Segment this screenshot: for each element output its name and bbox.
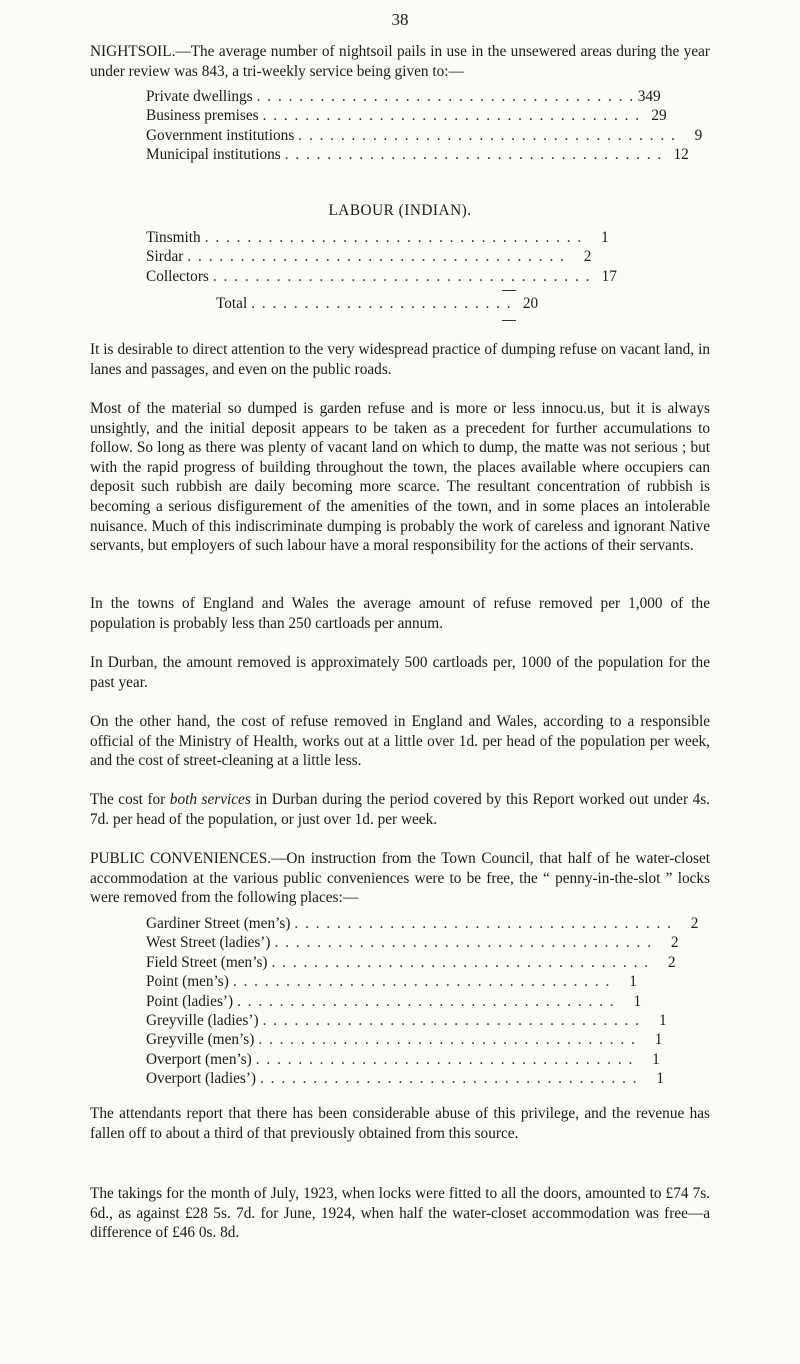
leader-dots: . . . . . . . . . . . . . . . . . . . . . . . . . . . . . . . . . . . .	[237, 992, 616, 1010]
leader-dots: . . . . . . . . . . . . . . . . . . . . . . . . . . . . . . . . . . . .	[258, 1031, 637, 1049]
row-value: 1	[654, 1031, 663, 1049]
abuse-paragraph: The attendants report that there has been considerable abuse of this privilege, and the revenue has fallen off to about a third of that previously obtained from this source.	[90, 1105, 710, 1142]
row-value: 2	[583, 248, 592, 266]
row-label: Sirdar	[146, 248, 184, 266]
row-label: Greyville (men’s)	[146, 1031, 255, 1049]
table-row	[146, 1030, 663, 1049]
table-row	[146, 87, 661, 106]
row-label: Point (men’s)	[146, 973, 229, 991]
leader-dots: . . . . . . . . . . . . . . . . . . . . . . . . . . . . . . . . . . . .	[255, 1050, 634, 1068]
england-paragraph: In the towns of England and Wales the average amount of refuse removed per 1,000 of the population is probably less than 250 cartloads per annum.	[90, 595, 710, 632]
row-value: 1	[656, 1070, 665, 1088]
row-label: Tinsmith	[146, 229, 201, 246]
leader-dots: . . . . . . . . . . . . . . . . . . . . . . . . . . . . . . . . . . . .	[256, 88, 635, 105]
leader-dots: . . . . . . . . . . . . . . . . . . . . . . . . . . . . . . . . . . . .	[262, 107, 641, 125]
row-label: Collectors	[146, 267, 209, 285]
row-label: Municipal institutions	[146, 146, 281, 164]
leader-dots: . . . . . . . . . . . . . . . . . . . . . . . . . . . . . . . . . . . .	[294, 915, 673, 932]
both-services-paragraph	[90, 790, 710, 829]
cost-paragraph: On the other hand, the cost of refuse removed in England and Wales, according to a responsible official of the Ministry of Health, works out at a little over 1d. per head of the population per week, and the cost of street-cleaning at a little less.	[90, 713, 710, 770]
leader-dots: . . . . . . . . . . . . . . . . . . . . . . . . . . . . . . . . . . . .	[262, 1011, 641, 1029]
conveniences-paragraph: PUBLIC CONVENIENCES.—On instruction from the Town Council, that half of he water-closet accommodation at the various public conveniences were to be free, the “ penny-in-the-slot ” locks were removed from the following places:—	[90, 850, 710, 907]
row-value: 2	[670, 934, 679, 952]
row-label: Private dwellings	[146, 88, 253, 105]
labour-heading: LABOUR (INDIAN).	[328, 202, 472, 219]
row-value: 29	[651, 107, 667, 125]
both-post: in Durban during the period covered by this Report worked out under 4s. 7d. per head of the population, or just over 1d. per week.	[90, 791, 711, 828]
leader-dots: . . . . . . . . . . . . . . . . . . . . . . . . . . . . . . . . . . . .	[212, 267, 591, 285]
leader-dots: . . . . . . . . . . . . . . . . . . . . . . . . . . . . . . . . . . . .	[204, 229, 583, 246]
leader-dots: . . . . . . . . . . . . . . . . . . . . . . . . . . . . . . . . . . . .	[271, 953, 650, 971]
table-row	[146, 267, 617, 286]
row-label: West Street (ladies’)	[146, 934, 271, 952]
table-row	[146, 1011, 667, 1030]
labour-total-row	[216, 294, 539, 313]
row-value: 2	[690, 915, 699, 932]
row-label: Overport (ladies’)	[146, 1070, 257, 1088]
table-row	[146, 972, 637, 991]
material-paragraph: Most of the material so dumped is garden refuse and is more or less innocu.us, but it is always unsightly, and the initial deposit appears to be taken as a precedent for further accumulations to follow. So long as there was plenty of vacant land on which to dump, the matte was not serious ; but with the rapid progress of building throughout the town, the places available where occupiers can deposit such rubbish are daily becoming more scarce. The resultant concentration of rubbish is becoming a serious disfigurement of the amenities of the town, and in some places an intolerable nuisance. Much of this indiscriminate dumping is probably the work of careless and ignorant Native servants, but employers of such labour have a moral responsibility for the actions of their servants.	[90, 400, 710, 555]
row-value: 1	[633, 992, 642, 1010]
row-value: 1	[658, 1011, 667, 1029]
row-value: 1	[629, 973, 637, 991]
table-row	[146, 145, 689, 164]
table-row	[146, 1050, 660, 1069]
row-value: 1	[652, 1050, 660, 1068]
table-row	[146, 228, 609, 247]
row-label: Point (ladies’)	[146, 992, 234, 1010]
labour-table	[146, 228, 617, 286]
dumping-paragraph: It is desirable to direct attention to the very widespread practice of dumping refuse on vacant land, in lanes and passages, and even on the public roads.	[90, 341, 710, 378]
takings-paragraph: The takings for the month of July, 1923, when locks were fitted to all the doors, amounted to £74 7s. 6d., as against £28 5s. 7d. for June, 1924, when half the water-closet accommodation was free—a difference of £46 0s. 8d.	[90, 1185, 710, 1242]
table-rule	[502, 320, 516, 321]
table-rule	[502, 290, 516, 291]
table-row	[146, 933, 679, 952]
leader-dots: . . . . . . . . . . . . . . . . . . . . . . . . . . . . . . . . . . . .	[232, 973, 611, 991]
row-value: 349	[637, 88, 661, 105]
leader-dots: . . . . . . . . . . . . . . . . . . . . . . . . . . . . . . . . . . . .	[274, 934, 653, 952]
leader-dots: . . . . . . . . . . . . . . . . . . . . . . . . .	[251, 295, 513, 312]
nightsoil-paragraph: NIGHTSOIL.—The average number of nightsoil pails in use in the unsewered areas during the year under review was 843, a tri-weekly service being given to:—	[90, 43, 710, 80]
table-row	[146, 1069, 665, 1088]
durban-paragraph: In Durban, the amount removed is approximately 500 cartloads per, 1000 of the population for the past year.	[90, 654, 710, 691]
leader-dots: . . . . . . . . . . . . . . . . . . . . . . . . . . . . . . . . . . . .	[298, 126, 677, 144]
row-value: 2	[667, 953, 676, 971]
both-italic: both services	[169, 791, 251, 808]
row-label: Greyville (ladies’)	[146, 1011, 259, 1029]
nightsoil-table	[146, 87, 703, 165]
table-row	[146, 953, 676, 972]
table-row	[146, 914, 699, 933]
table-row	[146, 992, 642, 1011]
both-pre: The cost for	[90, 791, 170, 808]
row-label: Gardiner Street (men’s)	[146, 915, 291, 932]
table-row	[146, 247, 592, 266]
total-value: 20	[522, 295, 539, 312]
row-label: Business premises	[146, 107, 259, 125]
row-label: Overport (men’s)	[146, 1050, 252, 1068]
leader-dots: . . . . . . . . . . . . . . . . . . . . . . . . . . . . . . . . . . . .	[260, 1070, 639, 1088]
conveniences-table	[146, 914, 699, 1089]
row-value: 1	[601, 229, 609, 246]
page-number: 38	[391, 10, 409, 29]
leader-dots: . . . . . . . . . . . . . . . . . . . . . . . . . . . . . . . . . . . .	[284, 146, 663, 164]
row-label: Government institutions	[146, 126, 295, 144]
row-value: 9	[694, 126, 703, 144]
row-value: 17	[601, 267, 617, 285]
leader-dots: . . . . . . . . . . . . . . . . . . . . . . . . . . . . . . . . . . . .	[187, 248, 566, 266]
row-value: 12	[673, 146, 689, 164]
table-row	[146, 106, 667, 125]
table-row	[146, 126, 703, 145]
total-label: Total	[216, 295, 248, 312]
row-label: Field Street (men’s)	[146, 953, 268, 971]
